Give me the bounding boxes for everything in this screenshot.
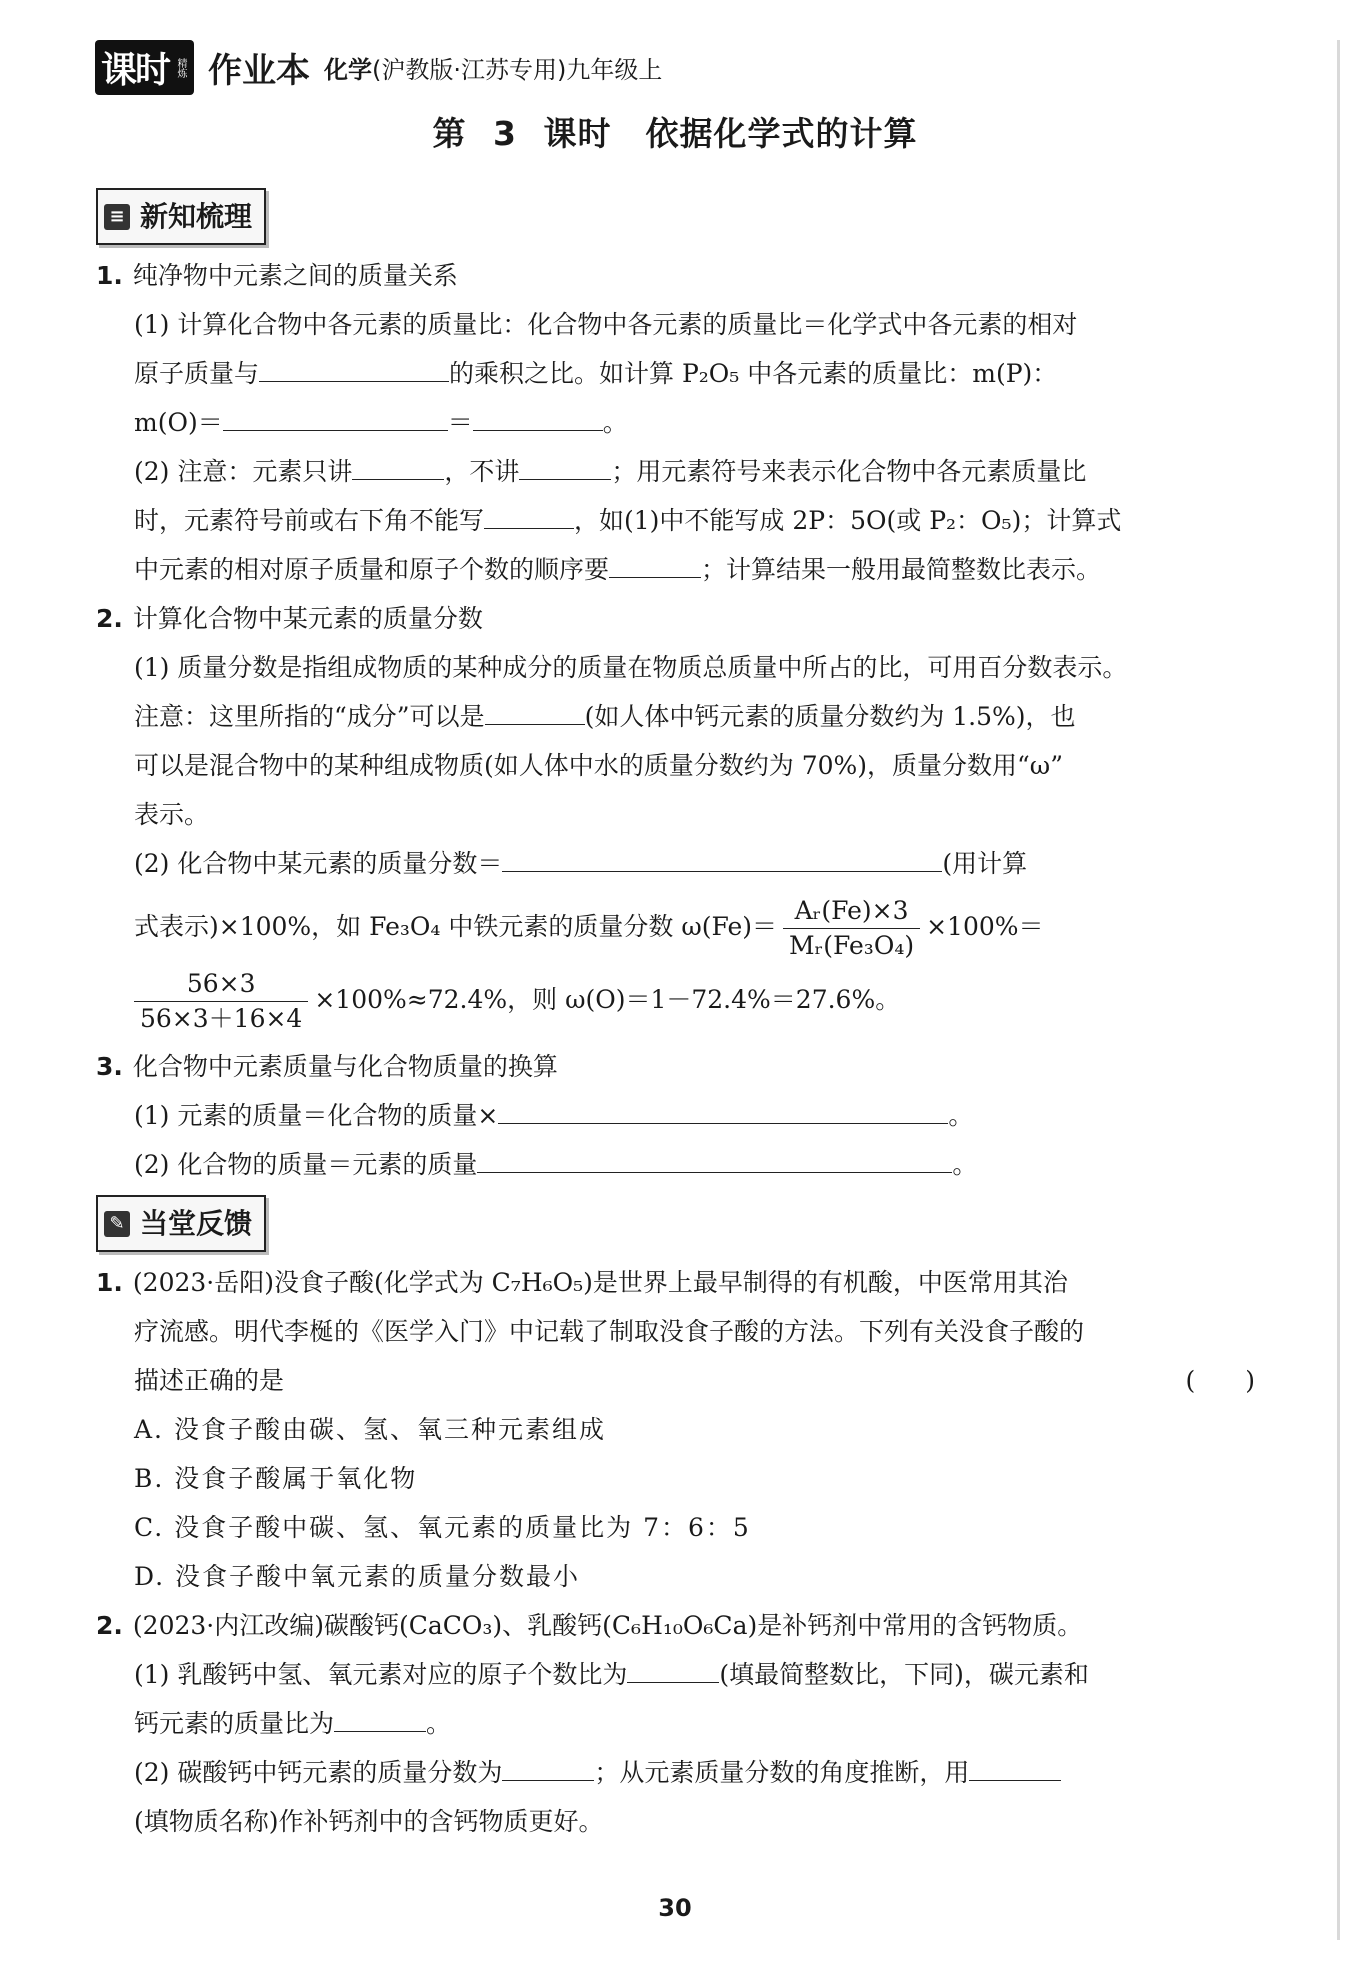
page-number: 30	[658, 1894, 692, 1922]
text-segment: (填最简整数比，下同)，碳元素和	[719, 1660, 1089, 1689]
text-segment: (用计算	[942, 849, 1028, 878]
fraction-formula	[783, 894, 920, 963]
text-segment: 的乘积之比。如计算 P₂O₅ 中各元素的质量比：m(P)：	[449, 359, 1058, 388]
text-segment: (1) 元素的质量＝化合物的质量×	[134, 1101, 499, 1130]
text-segment: 时，元素符号前或右下角不能写	[134, 506, 485, 535]
fraction-formula	[134, 967, 308, 1036]
page-spine-shadow	[1337, 40, 1340, 1940]
list-icon: ≡	[104, 204, 130, 230]
answer-blank[interactable]	[352, 451, 444, 480]
answer-blank[interactable]	[519, 451, 611, 480]
answer-blank[interactable]	[969, 1752, 1061, 1781]
feedback-question-1	[96, 1258, 1255, 1601]
text-segment: (1) 乳酸钙中氢、氧元素对应的原子个数比为	[134, 1660, 628, 1689]
fraction-numerator: 56×3	[134, 967, 308, 1002]
text-segment: 。	[426, 1709, 452, 1738]
subject-label: 化学	[324, 56, 373, 84]
question-number: 3.	[96, 1052, 123, 1081]
answer-blank[interactable]	[334, 1703, 426, 1732]
text-segment: (2023·内江改编)碳酸钙(CaCO₃)、乳酸钙(C₆H₁₀O₆Ca)是补钙剂中常用的含钙物质。	[132, 1611, 1083, 1640]
text-segment: 钙元素的质量比为	[134, 1709, 335, 1738]
text-segment: ，如(1)中不能写成 2P：5O(或 P₂：O₅)；计算式	[574, 506, 1122, 535]
text-segment: (2) 化合物中某元素的质量分数＝	[134, 849, 503, 878]
option-c[interactable]: C. 没食子酸中碳、氢、氧元素的质量比为 7：6：5	[134, 1513, 751, 1542]
question-title: 化合物中元素质量与化合物质量的换算	[132, 1052, 558, 1081]
text-segment: 。	[948, 1101, 974, 1130]
answer-blank[interactable]	[498, 1095, 948, 1124]
lesson-title: 第 3 课时 依据化学式的计算	[432, 114, 918, 153]
feedback-question-2	[96, 1601, 1255, 1846]
section-feedback	[96, 1195, 266, 1252]
question-number: 1.	[96, 1268, 123, 1297]
brand-logo	[95, 40, 194, 95]
question-title: 计算化合物中某元素的质量分数	[132, 604, 483, 633]
text-segment: 。	[952, 1150, 978, 1179]
answer-blank[interactable]	[485, 696, 585, 725]
text-segment: ×100%≈72.4%，则 ω(O)＝1－72.4%＝27.6%。	[314, 985, 901, 1014]
logo-small-text: 精炼	[175, 57, 187, 78]
text-line: (填物质名称)作补钙剂中的含钙物质更好。	[134, 1807, 604, 1836]
text-line: (1) 质量分数是指组成物质的某种成分的质量在物质总质量中所占的比，可用百分数表示。	[134, 653, 1128, 682]
question-number: 2.	[96, 1611, 123, 1640]
text-segment: 式表示)×100%，如 Fe₃O₄ 中铁元素的质量分数 ω(Fe)＝	[134, 912, 777, 941]
pencil-icon: ✎	[104, 1211, 130, 1237]
answer-blank[interactable]	[484, 500, 574, 529]
text-line: (1) 计算化合物中各元素的质量比：化合物中各元素的质量比＝化学式中各元素的相对	[134, 310, 1078, 339]
answer-blank[interactable]	[609, 549, 701, 578]
text-segment: ；用元素符号来表示化合物中各元素质量比	[611, 457, 1087, 486]
text-segment: ＝	[447, 408, 473, 437]
answer-blank[interactable]	[627, 1654, 719, 1683]
text-segment: 原子质量与	[134, 359, 260, 388]
answer-blank[interactable]	[502, 843, 942, 872]
book-subtitle	[324, 50, 662, 85]
text-segment: (如人体中钙元素的质量分数约为 1.5%)，也	[584, 702, 1076, 731]
main-content	[96, 188, 1255, 1846]
page-header	[95, 40, 662, 95]
answer-blank[interactable]	[477, 1144, 952, 1173]
text-segment: 。	[602, 408, 628, 437]
text-segment: m(O)＝	[134, 408, 223, 437]
text-segment: (2) 碳酸钙中钙元素的质量分数为	[134, 1758, 503, 1787]
fraction-numerator: Aᵣ(Fe)×3	[783, 894, 920, 929]
question-3	[96, 1042, 1255, 1189]
answer-parentheses[interactable]: ( )	[1185, 1366, 1255, 1395]
text-line: 疗流感。明代李梴的《医学入门》中记载了制取没食子酸的方法。下列有关没食子酸的	[134, 1317, 1085, 1346]
fraction-denominator: 56×3＋16×4	[140, 1004, 303, 1033]
text-line: 可以是混合物中的某种组成物质(如人体中水的质量分数约为 70%)，质量分数用“ω”	[134, 751, 1063, 780]
text-segment: 注意：这里所指的“成分”可以是	[134, 702, 485, 731]
option-d[interactable]: D. 没食子酸中氧元素的质量分数最小	[134, 1562, 581, 1591]
question-title: 纯净物中元素之间的质量关系	[132, 261, 458, 290]
question-2	[96, 594, 1255, 1036]
text-segment: ；计算结果一般用最简整数比表示。	[701, 555, 1102, 584]
answer-blank[interactable]	[259, 353, 449, 382]
text-segment: ，不讲	[444, 457, 520, 486]
question-number: 2.	[96, 604, 123, 633]
text-segment: ；从元素质量分数的角度推断，用	[594, 1758, 970, 1787]
answer-blank[interactable]	[223, 402, 448, 431]
section-label: 当堂反馈	[140, 1207, 253, 1240]
option-a[interactable]: A. 没食子酸由碳、氢、氧三种元素组成	[134, 1415, 606, 1444]
question-number: 1.	[96, 261, 123, 290]
fraction-denominator: Mᵣ(Fe₃O₄)	[789, 931, 915, 960]
brand-name: 作业本	[208, 51, 311, 91]
answer-blank[interactable]	[473, 402, 603, 431]
text-segment: (2023·岳阳)没食子酸(化学式为 C₇H₆O₅)是世界上最早制得的有机酸，中医常用其治	[132, 1268, 1068, 1297]
text-segment: 中元素的相对原子质量和原子个数的顺序要	[134, 555, 610, 584]
answer-blank[interactable]	[502, 1752, 594, 1781]
edition-label: (沪教版·江苏专用)九年级上	[372, 56, 663, 84]
text-line: 表示。	[134, 800, 210, 829]
option-b[interactable]: B. 没食子酸属于氧化物	[134, 1464, 418, 1493]
text-segment: (2) 化合物的质量＝元素的质量	[134, 1150, 478, 1179]
logo-text: 课时	[101, 50, 170, 91]
section-label: 新知梳理	[140, 200, 253, 233]
text-segment: (2) 注意：元素只讲	[134, 457, 353, 486]
question-1	[96, 251, 1255, 594]
text-segment: ×100%＝	[926, 912, 1044, 941]
section-new-knowledge	[96, 188, 266, 245]
text-segment: 描述正确的是	[134, 1366, 285, 1395]
